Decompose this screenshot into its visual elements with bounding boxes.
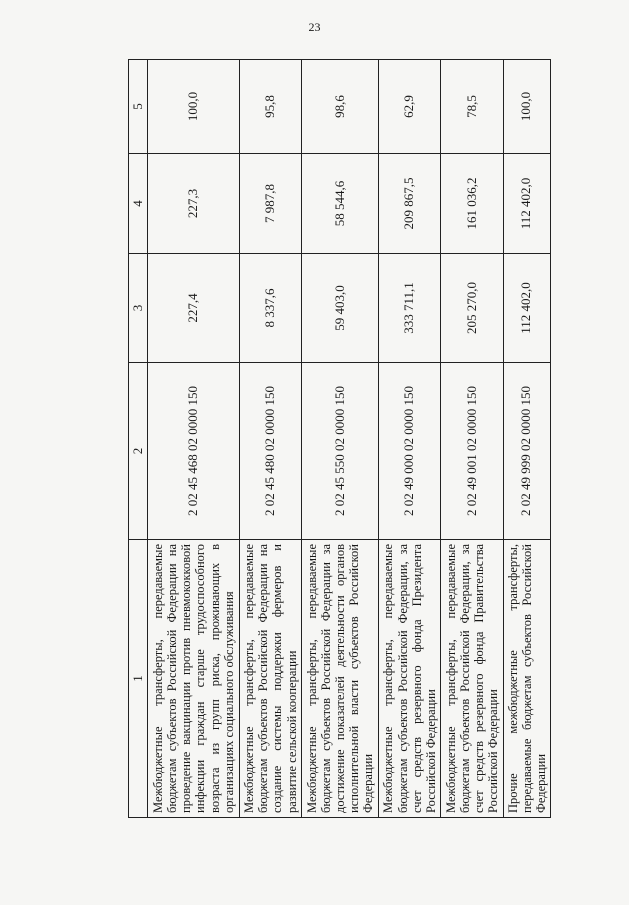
header-cell-1: 1 [129, 540, 148, 818]
row-value-col5: 98,6 [302, 60, 379, 154]
row-value-col5: 62,9 [379, 60, 441, 154]
row-value-col3: 333 711,1 [379, 254, 441, 363]
row-code: 2 02 45 550 02 0000 150 [302, 363, 379, 540]
row-value-col5: 100,0 [503, 60, 551, 154]
row-name: Межбюджетные трансферты, передаваемые бюджетам субъектов Российской Федерации, за счет средств резервного фонда Президента Российской Федерации [379, 540, 441, 818]
row-name: Прочие межбюджетные трансферты, передаваемые бюджетам субъектов Российской Федерации [503, 540, 551, 818]
table-header-row [129, 60, 148, 818]
row-value-col5: 95,8 [239, 60, 301, 154]
rotated-table-container [128, 60, 551, 818]
row-name: Межбюджетные трансферты, передаваемые бюджетам субъектов Российской Федерации на проведение вакцинации против пневмококковой инфекции граждан старше трудоспособного возраста из групп риска, проживающих в организациях социального обслуживания [148, 540, 240, 818]
table-row [441, 60, 503, 818]
row-value-col3: 227,4 [148, 254, 240, 363]
row-value-col5: 78,5 [441, 60, 503, 154]
table-row [302, 60, 379, 818]
row-value-col3: 8 337,6 [239, 254, 301, 363]
header-cell-2: 2 [129, 363, 148, 540]
header-cell-5: 5 [129, 60, 148, 154]
row-code: 2 02 49 999 02 0000 150 [503, 363, 551, 540]
table-row [148, 60, 240, 818]
row-value-col4: 161 036,2 [441, 154, 503, 254]
row-code: 2 02 49 001 02 0000 150 [441, 363, 503, 540]
row-value-col4: 7 987,8 [239, 154, 301, 254]
row-value-col5: 100,0 [148, 60, 240, 154]
table-row [239, 60, 301, 818]
transfers-table [128, 59, 551, 818]
row-code: 2 02 45 468 02 0000 150 [148, 363, 240, 540]
table-row [503, 60, 551, 818]
page-number: 23 [308, 20, 321, 34]
header-cell-3: 3 [129, 254, 148, 363]
row-code: 2 02 45 480 02 0000 150 [239, 363, 301, 540]
row-value-col3: 205 270,0 [441, 254, 503, 363]
header-cell-4: 4 [129, 154, 148, 254]
row-value-col4: 209 867,5 [379, 154, 441, 254]
row-value-col3: 59 403,0 [302, 254, 379, 363]
row-name: Межбюджетные трансферты, передаваемые бюджетам субъектов Российской Федерации за достижение показателей деятельности органов исполнительной власти субъектов Российской Федерации [302, 540, 379, 818]
row-name: Межбюджетные трансферты, передаваемые бюджетам субъектов Российской Федерации на создание системы поддержки фермеров и развитие сельской кооперации [239, 540, 301, 818]
row-value-col4: 112 402,0 [503, 154, 551, 254]
row-value-col4: 58 544,6 [302, 154, 379, 254]
row-code: 2 02 49 000 02 0000 150 [379, 363, 441, 540]
row-name: Межбюджетные трансферты, передаваемые бюджетам субъектов Российской Федерации, за счет средств резервного фонда Правительства Российской Федерации [441, 540, 503, 818]
row-value-col3: 112 402,0 [503, 254, 551, 363]
row-value-col4: 227,3 [148, 154, 240, 254]
table-row [379, 60, 441, 818]
